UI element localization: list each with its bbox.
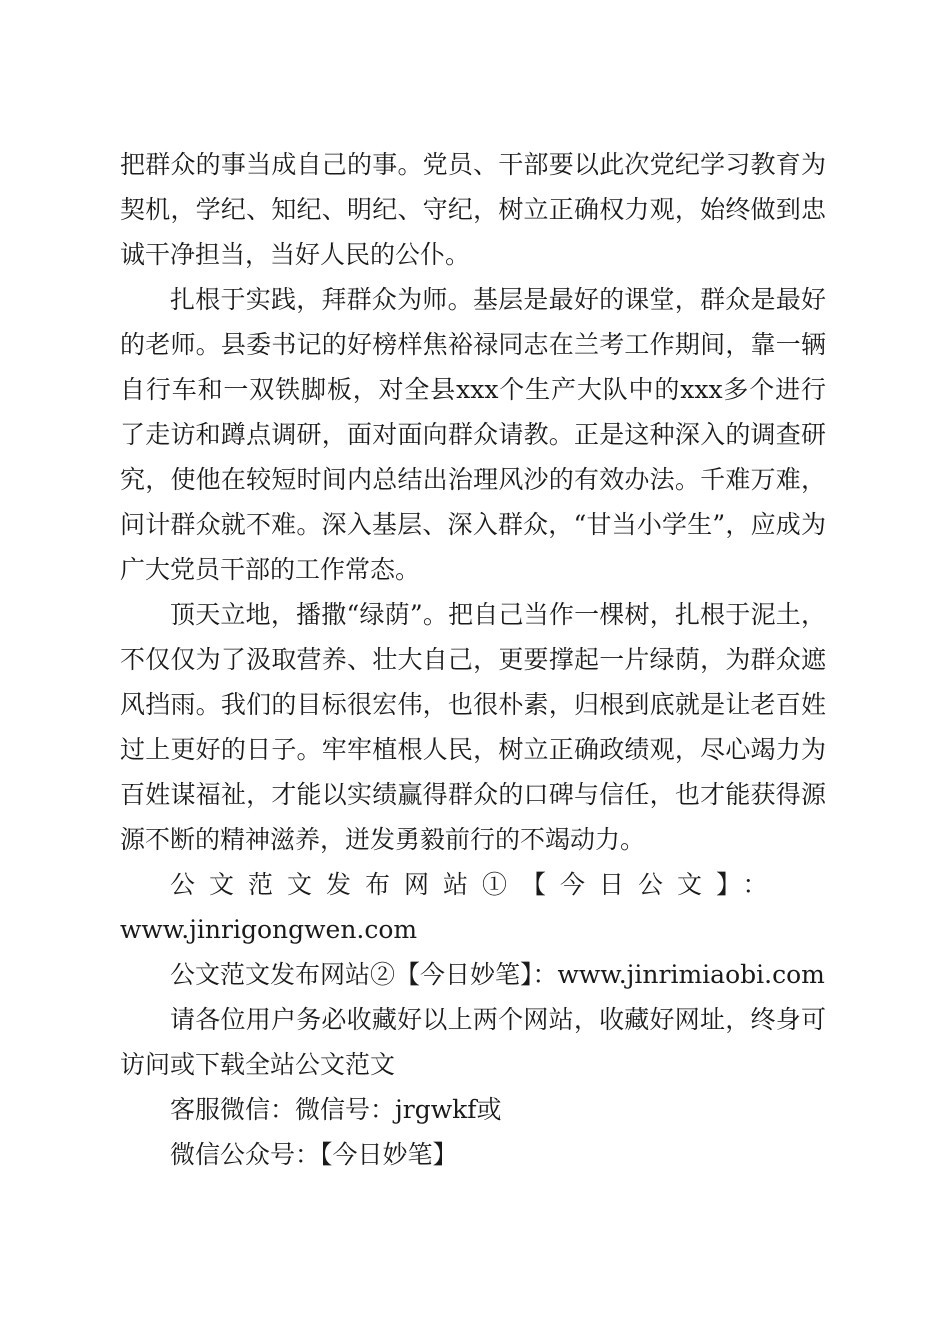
website-1-label: 公文范文发布网站①【今日公文】：: [170, 870, 782, 899]
website-2: 公文范文发布网站②【今日妙笔】：www.jinrimiaobi.com: [170, 960, 825, 989]
website-1: [120, 862, 826, 952]
service-wechat: 客服微信：微信号：jrgwkf或: [170, 1095, 502, 1124]
paragraph-3: 顶天立地，播撒“绿荫”。把自己当作一棵树，扎根于泥土，不仅仅为了汲取营养、壮大自己，更要撑起一片绿荫，为群众遮风挡雨。我们的目标很宏伟，也很朴素，归根到底就是让老百姓过上更好的日子。牢牢植根人民，树立正确政绩观，尽心竭力为百姓谋福祉，才能以实绩赢得群众的口碑与信任，也才能获得源源不断的精神滋养，迸发勇毅前行的不竭动力。: [120, 600, 826, 854]
paragraph-2: 扎根于实践，拜群众为师。基层是最好的课堂，群众是最好的老师。县委书记的好榜样焦裕禄同志在兰考工作期间，靠一辆自行车和一双铁脚板，对全县xxx个生产大队中的xxx多个进行了走访和蹲点调研，面对面向群众请教。正是这种深入的调查研究，使他在较短时间内总结出治理风沙的有效办法。千难万难，问计群众就不难。深入基层、深入群众，“甘当小学生”，应成为广大党员干部的工作常态。: [120, 285, 826, 584]
website-1-url[interactable]: www.jinrigongwen.com: [120, 915, 418, 944]
paragraph-1: 把群众的事当成自己的事。党员、干部要以此次党纪学习教育为契机，学纪、知纪、明纪、守纪，树立正确权力观，始终做到忠诚干净担当，当好人民的公仆。: [120, 150, 826, 269]
official-account: 微信公众号：【今日妙笔】: [170, 1140, 458, 1169]
document-body: [120, 142, 826, 1177]
bookmark-notice: 请各位用户务必收藏好以上两个网站，收藏好网址，终身可访问或下载全站公文范文: [120, 1005, 826, 1079]
